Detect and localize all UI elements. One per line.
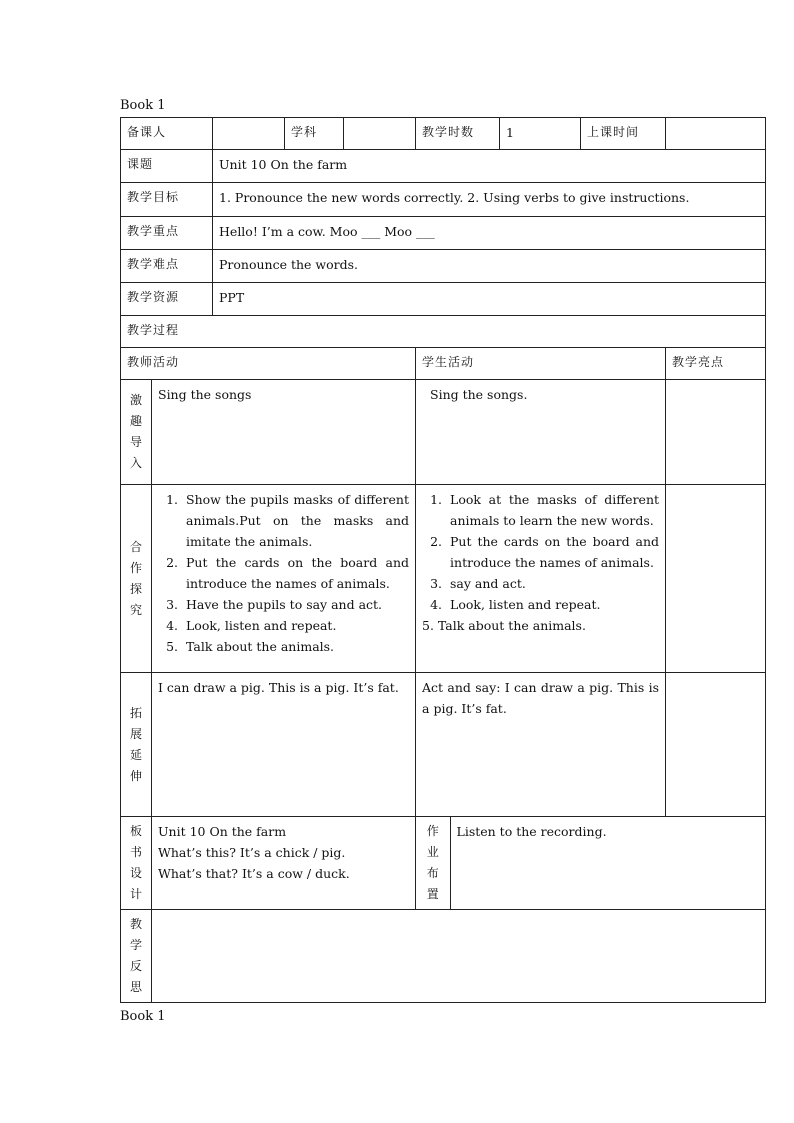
- process-header-row: [121, 348, 766, 380]
- topic-value[interactable]: Unit 10 On the farm: [213, 150, 766, 183]
- process-row: [121, 316, 766, 348]
- stage-char: 合: [129, 539, 142, 554]
- subject-value[interactable]: [344, 118, 416, 150]
- highlight-header: 教学亮点: [666, 348, 766, 380]
- stage-name-warmup: [121, 380, 152, 485]
- info-row: [121, 118, 766, 150]
- stage-char: 导: [129, 435, 142, 449]
- stage-name-cooperation: [121, 485, 152, 673]
- homework-char: 作: [426, 824, 439, 838]
- warmup-student-activity[interactable]: Sing the songs.: [416, 380, 666, 485]
- header-label: Book 1: [120, 98, 166, 113]
- stage-char: 入: [129, 456, 142, 470]
- time-label: 上课时间: [581, 118, 666, 150]
- list-item: 3. Have the pupils to say and act.: [182, 594, 409, 615]
- stage-char: 展: [129, 726, 142, 741]
- stage-char: 究: [129, 602, 142, 617]
- reflection-char: 思: [129, 980, 142, 994]
- list-item: 2. Put the cards on the board and introduce the names of animals.: [446, 531, 659, 573]
- student-steps-list: [422, 489, 659, 615]
- board-char: 书: [129, 845, 142, 859]
- homework-char: 布: [426, 866, 439, 880]
- list-item: 2. Put the cards on the board and introduce the names of animals.: [182, 552, 409, 594]
- teacher-steps-list: [158, 489, 409, 657]
- cooperation-highlight[interactable]: [666, 485, 766, 673]
- reflection-value[interactable]: [152, 910, 766, 1003]
- resources-row: [121, 283, 766, 316]
- student-activity-header: 学生活动: [416, 348, 666, 380]
- homework-char: 置: [426, 887, 439, 901]
- board-char: 计: [129, 887, 142, 901]
- board-line: What’s this? It’s a chick / pig.: [158, 845, 346, 860]
- resources-label: 教学资源: [121, 283, 213, 316]
- reflection-char: 教: [129, 917, 142, 931]
- stage-char: 作: [129, 560, 142, 575]
- reflection-char: 学: [129, 938, 142, 952]
- extension-teacher-activity[interactable]: I can draw a pig. This is a pig. It’s fat.: [152, 673, 416, 817]
- list-item: 1. Look at the masks of different animals to learn the new words.: [446, 489, 659, 531]
- board-line: Unit 10 On the farm: [158, 824, 287, 839]
- hours-label: 教学时数: [416, 118, 500, 150]
- board-row: [121, 817, 766, 910]
- goals-value[interactable]: 1. Pronounce the new words correctly. 2. Using verbs to give instructions.: [213, 183, 766, 217]
- preparer-label: 备课人: [121, 118, 213, 150]
- goals-label: 教学目标: [121, 183, 213, 217]
- stage-char: 趣: [129, 414, 142, 428]
- teacher-activity-header: 教师活动: [121, 348, 416, 380]
- stage-row-extension: [121, 673, 766, 817]
- board-design-label: [121, 817, 152, 910]
- list-item: 5. Talk about the animals.: [182, 636, 409, 657]
- footer-label: Book 1: [120, 1009, 166, 1024]
- reflection-char: 反: [129, 959, 142, 973]
- difficulties-row: [121, 250, 766, 283]
- homework-value[interactable]: Listen to the recording.: [456, 824, 607, 839]
- stage-char: 激: [129, 393, 142, 407]
- key-points-row: [121, 217, 766, 250]
- board-line: What’s that? It’s a cow / duck.: [158, 866, 350, 881]
- stage-char: 探: [129, 581, 142, 596]
- reflection-label: [121, 910, 152, 1003]
- preparer-value[interactable]: [213, 118, 285, 150]
- list-item: 1. Show the pupils masks of different animals.Put on the masks and imitate the animals.: [182, 489, 409, 552]
- stage-name-extension: [121, 673, 152, 817]
- stage-row-warmup: [121, 380, 766, 485]
- topic-row: [121, 150, 766, 183]
- process-label: 教学过程: [121, 316, 766, 348]
- homework-char: 业: [426, 845, 439, 859]
- reflection-row: [121, 910, 766, 1003]
- stage-char: 拓: [129, 705, 142, 720]
- lesson-plan-table: [120, 117, 766, 1003]
- resources-value[interactable]: PPT: [213, 283, 766, 316]
- warmup-teacher-activity[interactable]: Sing the songs: [152, 380, 416, 485]
- stage-char: 延: [129, 747, 142, 762]
- key-points-value[interactable]: Hello! I’m a cow. Moo ___ Moo ___: [213, 217, 766, 250]
- homework-label: [416, 817, 450, 909]
- cooperation-student-activity[interactable]: [416, 485, 666, 673]
- extension-highlight[interactable]: [666, 673, 766, 817]
- subject-label: 学科: [285, 118, 344, 150]
- hours-value[interactable]: 1: [500, 118, 581, 150]
- difficulties-label: 教学难点: [121, 250, 213, 283]
- stage-char: 伸: [129, 768, 142, 783]
- homework-table: [416, 817, 765, 909]
- cooperation-teacher-activity[interactable]: [152, 485, 416, 673]
- stage-row-cooperation: [121, 485, 766, 673]
- topic-label: 课题: [121, 150, 213, 183]
- extension-student-activity[interactable]: Act and say: I can draw a pig. This is a pig. It’s fat.: [416, 673, 666, 817]
- key-points-label: 教学重点: [121, 217, 213, 250]
- board-char: 板: [129, 824, 142, 838]
- goals-row: [121, 183, 766, 217]
- warmup-highlight[interactable]: [666, 380, 766, 485]
- list-item: 5. Talk about the animals.: [422, 618, 586, 633]
- board-design-content[interactable]: [152, 817, 416, 910]
- list-item: 4. Look, listen and repeat.: [446, 594, 659, 615]
- board-char: 设: [129, 866, 142, 880]
- difficulties-value[interactable]: Pronounce the words.: [213, 250, 766, 283]
- list-item: 3. say and act.: [446, 573, 659, 594]
- homework-cell: [416, 817, 766, 910]
- time-value[interactable]: [666, 118, 766, 150]
- list-item: 4. Look, listen and repeat.: [182, 615, 409, 636]
